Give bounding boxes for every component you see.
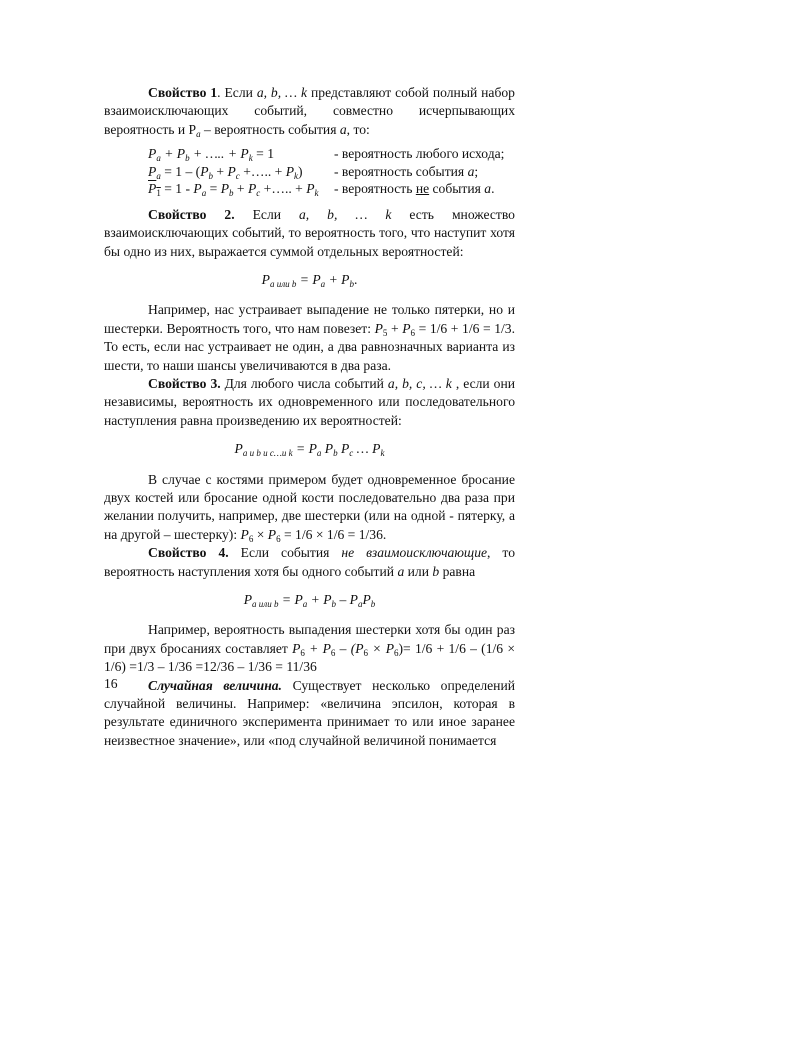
formula-sum: $P_{a или b} = P_a + P_b$. xyxy=(261,271,358,289)
formula-row xyxy=(148,163,515,181)
property-2-title: Свойство 2. xyxy=(148,206,235,222)
property-1-paragraph: Свойство 1. Если a, b, … k представляют собой полный набор взаимоисключающих событий, совместно исчерпывающих вероятность и $P_a$ – вероятность события a, то: xyxy=(104,85,515,139)
page-content xyxy=(104,84,515,750)
formula-list-1 xyxy=(148,145,515,198)
dice-example-paragraph: Например, нас устраивает выпадение не только пятерки, но и шестерки. Вероятность того, что нам повезет: $P_5 + P_6 = 1/6 + 1/6 = 1/3$. То есть, если нас устраивает не один, а два равнозначных варианта из шести, то наши шансы увеличиваются в два раза. xyxy=(104,302,515,373)
property-3-title: Свойство 3. xyxy=(148,375,221,391)
formula-left: $P_1 = 1 - P_a = P_b + P_c$ +….. + $P_k$ xyxy=(148,181,319,199)
formula-product: $P_{a и b и c\dots и k} = P_a$ $P_b$ $P_c$ … $P_k$ xyxy=(234,441,385,459)
property-1-title: Свойство 1 xyxy=(148,85,218,100)
formula-row xyxy=(148,145,515,163)
random-variable-paragraph: Случайная величина. Существует несколько определений случайной величины. Например: «величина эпсилон, которая в результате единичного эксперимента принимает то или иное заранее неизвестное значение», или «под случайной величиной понимается xyxy=(104,677,515,748)
formula-right: - вероятность любого исхода; xyxy=(334,146,505,162)
page-number: 16 xyxy=(104,676,118,691)
bones-example-paragraph: В случае с костями примером будет одновременное бросание двух костей или бросание одной кости последовательно два раза при желании получить, например, две шестерки (или на одной - пятерку, а на другой – шестерку): $P_6 \times P_6 = 1/6 \times 1/6 = 1/36$. xyxy=(104,471,515,544)
formula-union: $P_{a или b} = P_a + P_b - P_aP_b$ xyxy=(243,592,376,610)
formula-left: $P_a + P_b$ + ….. + $P_k = 1$ xyxy=(148,146,275,164)
formula-left: $P_a = 1 - (P_b + P_c$ +….. + $P_k$) xyxy=(148,163,303,181)
property-4-paragraph: Свойство 4. Если события не взаимоисключающие, то вероятность наступления хотя бы одного событий a или b равна xyxy=(104,545,515,579)
formula-row xyxy=(148,180,515,198)
formula-right: - вероятность события a; xyxy=(334,163,479,179)
property-3-paragraph: Свойство 3. Для любого числа событий a, b, c, … k , если они независимы, вероятность их одновременного или последовательного наступления равна произведению их вероятностей: xyxy=(104,375,516,428)
property-4-title: Свойство 4. xyxy=(148,545,229,561)
property-2-paragraph: Свойство 2. Если a, b, … k есть множество взаимоисключающих событий, то вероятность того, что наступит хотя бы одно из них, выражается суммой отдельных вероятностей: xyxy=(104,206,515,259)
random-variable-title: Случайная величина. xyxy=(148,677,282,693)
six-example-paragraph: Например, вероятность выпадения шестерки хотя бы один раз при двух бросаниях составляет $P_6 + P_6 - (P_6 \times P_6)= 1/6 + 1/6 - (1/6 \times 1/6) =1/3 - 1/36 =12/36 - 1/36 = 11/36$ xyxy=(104,622,515,675)
formula-right: - вероятность не события a. xyxy=(334,181,495,197)
